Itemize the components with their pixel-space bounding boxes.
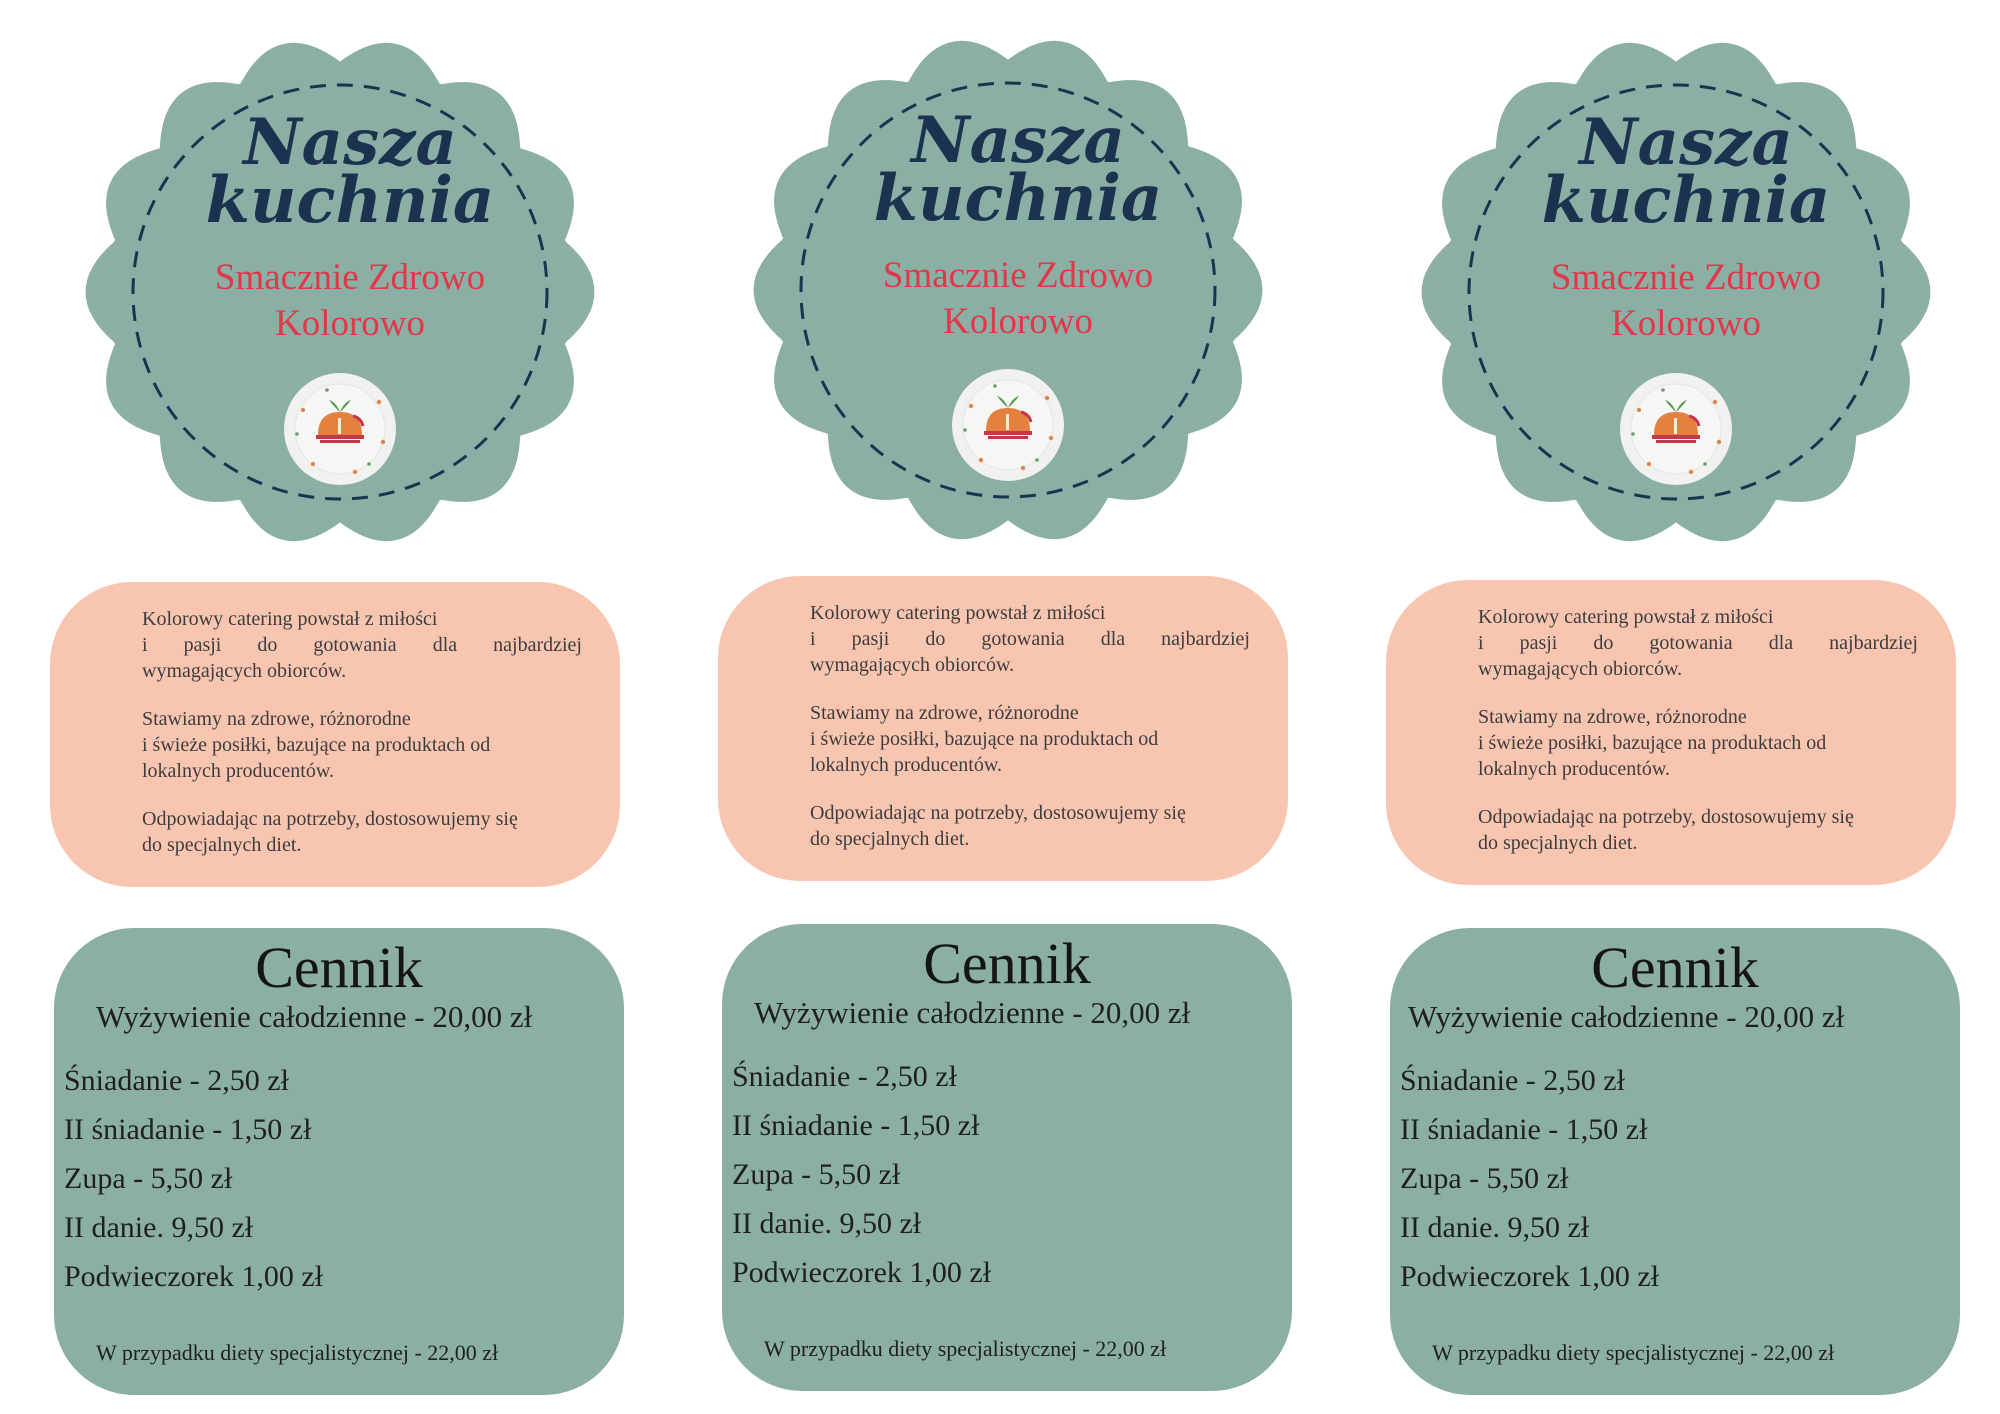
about-card [718,576,1288,881]
price-item: II danie. 9,50 zł [1400,1211,1590,1244]
daily-price: Wyżywienie całodzienne - 20,00 zł [1408,999,1845,1034]
price-item: II śniadanie - 1,50 zł [64,1113,312,1146]
badge-subtitle-line1: Smacznie Zdrowo [214,257,486,298]
badge-subtitle-line1: Smacznie Zdrowo [882,255,1154,296]
brand-badge [718,18,1318,578]
about-p1-line1: Kolorowy catering powstał z miłości [1478,606,1774,628]
about-p1-line3: wymagających obiorców. [810,654,1015,676]
about-p1-line2: i pasji do gotowania dla najbardziej [1478,632,1918,654]
price-item: II śniadanie - 1,50 zł [1400,1113,1648,1146]
about-p1-line2: i pasji do gotowania dla najbardziej [142,634,582,656]
about-p1-line1: Kolorowy catering powstał z miłości [142,608,438,630]
flyer-column-3 [1386,0,1986,1414]
about-p3-line2: do specjalnych diet. [810,828,970,850]
about-p1-line3: wymagających obiorców. [1478,658,1683,680]
about-p3-line1: Odpowiadając na potrzeby, dostosowujemy się [810,802,1186,824]
about-p2-line3: lokalnych producentów. [142,760,334,782]
price-item: II danie. 9,50 zł [732,1207,922,1240]
special-diet-note: W przypadku diety specjalistycznej - 22,00 zł [1432,1340,1835,1365]
price-item: Zupa - 5,50 zł [732,1158,901,1191]
price-title: Cennik [1591,935,1759,1000]
price-card [722,924,1292,1391]
price-item: Podwieczorek 1,00 zł [732,1256,992,1289]
special-diet-note: W przypadku diety specjalistycznej - 22,00 zł [96,1340,499,1365]
price-list [1400,1056,1659,1301]
price-item: Podwieczorek 1,00 zł [1400,1260,1660,1293]
brand-badge [50,20,650,580]
about-p2-line1: Stawiamy na zdrowe, różnorodne [810,702,1079,724]
badge-subtitle-line2: Kolorowo [1610,303,1762,344]
badge-subtitle-line1: Smacznie Zdrowo [1550,257,1822,298]
badge-title-line1: Nasza [911,103,1125,178]
about-card [50,582,620,887]
about-p2-line1: Stawiamy na zdrowe, różnorodne [1478,706,1747,728]
price-card [1390,928,1960,1395]
about-p2-line3: lokalnych producentów. [810,754,1002,776]
brand-badge [1386,20,1986,580]
price-list [64,1056,323,1301]
price-item: Śniadanie - 2,50 zł [732,1060,957,1093]
flyer-column-2 [718,0,1318,1414]
badge-subtitle-line2: Kolorowo [942,301,1094,342]
badge-title-line2: kuchnia [205,163,495,238]
price-title: Cennik [255,935,423,1000]
price-item: Śniadanie - 2,50 zł [64,1064,289,1097]
price-item: Podwieczorek 1,00 zł [64,1260,324,1293]
flyer-column-1 [50,0,650,1414]
about-card [1386,580,1956,885]
price-list [732,1052,991,1297]
plate-with-food-icon [283,372,397,486]
about-p1-line1: Kolorowy catering powstał z miłości [810,602,1106,624]
about-p1-line2: i pasji do gotowania dla najbardziej [810,628,1250,650]
plate-with-food-icon [951,368,1065,482]
badge-subtitle-line2: Kolorowo [274,303,426,344]
badge-title-line1: Nasza [243,105,457,180]
about-p2-line1: Stawiamy na zdrowe, różnorodne [142,708,411,730]
plate-with-food-icon [1619,372,1733,486]
about-p2-line2: i świeże posiłki, bazujące na produktach od [142,734,491,756]
badge-title-line2: kuchnia [1541,163,1831,238]
price-item: Zupa - 5,50 zł [64,1162,233,1195]
about-p3-line2: do specjalnych diet. [142,834,302,856]
about-p2-line2: i świeże posiłki, bazujące na produktach od [1478,732,1827,754]
price-card [54,928,624,1395]
badge-title-line2: kuchnia [873,161,1163,236]
price-item: II śniadanie - 1,50 zł [732,1109,980,1142]
about-p1-line3: wymagających obiorców. [142,660,347,682]
daily-price: Wyżywienie całodzienne - 20,00 zł [96,999,533,1034]
about-p3-line1: Odpowiadając na potrzeby, dostosowujemy się [142,808,518,830]
price-title: Cennik [923,931,1091,996]
about-p2-line2: i świeże posiłki, bazujące na produktach od [810,728,1159,750]
about-p2-line3: lokalnych producentów. [1478,758,1670,780]
special-diet-note: W przypadku diety specjalistycznej - 22,00 zł [764,1336,1167,1361]
badge-title-line1: Nasza [1579,105,1793,180]
price-item: Śniadanie - 2,50 zł [1400,1064,1625,1097]
about-p3-line2: do specjalnych diet. [1478,832,1638,854]
price-item: Zupa - 5,50 zł [1400,1162,1569,1195]
price-item: II danie. 9,50 zł [64,1211,254,1244]
about-p3-line1: Odpowiadając na potrzeby, dostosowujemy się [1478,806,1854,828]
daily-price: Wyżywienie całodzienne - 20,00 zł [754,995,1191,1030]
